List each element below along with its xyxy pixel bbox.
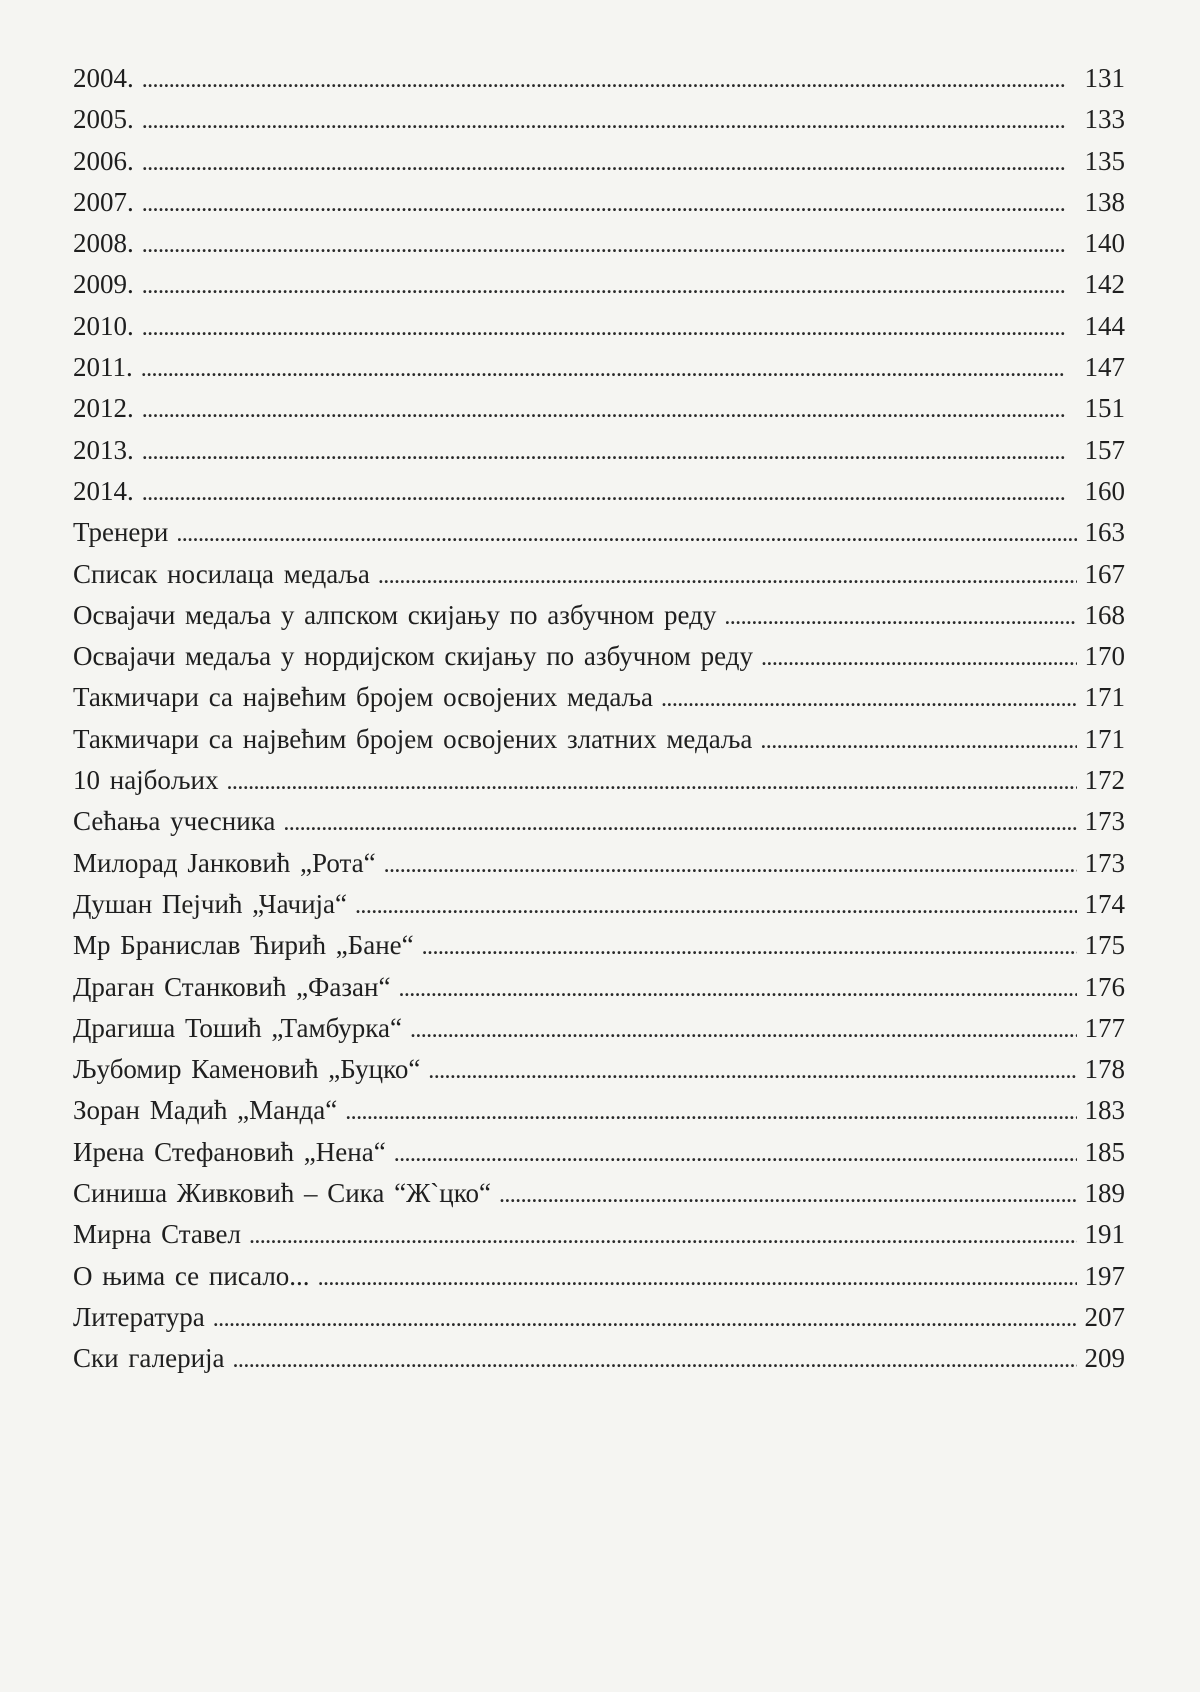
toc-entry-page-number: 171 [1084, 682, 1125, 713]
toc-entry-title: Освајачи медаља у алпском скијању по азбучном реду [73, 599, 717, 630]
toc-dot-leader [142, 473, 1077, 514]
toc-entry-page-number: 135 [1084, 145, 1125, 176]
toc-entry-title: 2013. [73, 434, 134, 465]
toc-dot-leader [394, 1134, 1077, 1175]
toc-entry [73, 182, 1125, 223]
toc-entry-page-number: 163 [1084, 517, 1125, 548]
toc-dot-leader [142, 390, 1077, 431]
toc-dot-leader [318, 1258, 1077, 1299]
toc-entry-title: Литература [73, 1301, 205, 1332]
toc-entry-page-number: 173 [1084, 847, 1125, 878]
toc-entry-page-number: 142 [1084, 269, 1125, 300]
toc-entry-title: 2012. [73, 393, 134, 424]
toc-entry [73, 843, 1125, 884]
toc-entry-title: Драган Станковић „Фазан“ [73, 971, 391, 1002]
toc-entry-title: Тренери [73, 517, 169, 548]
toc-entry-title: Милорад Јанковић „Рота“ [73, 847, 376, 878]
toc-entry-title: Зоран Мадић „Манда“ [73, 1095, 338, 1126]
toc-dot-leader [410, 1010, 1077, 1051]
toc-entry-title: Душан Пејчић „Чачија“ [73, 888, 348, 919]
toc-entry-page-number: 144 [1084, 310, 1125, 341]
toc-dot-leader [142, 266, 1077, 307]
toc-entry [73, 677, 1125, 718]
toc-dot-leader [761, 638, 1077, 679]
table-of-contents [73, 58, 1125, 1380]
toc-entry [73, 430, 1125, 471]
toc-entry-page-number: 147 [1084, 352, 1125, 383]
toc-entry-page-number: 171 [1084, 723, 1125, 754]
toc-dot-leader [142, 101, 1077, 142]
toc-entry [73, 1297, 1125, 1338]
toc-entry-title: 2010. [73, 310, 134, 341]
toc-entry-page-number: 197 [1084, 1260, 1125, 1291]
toc-dot-leader [227, 762, 1077, 803]
toc-entry-page-number: 185 [1084, 1136, 1125, 1167]
toc-entry [73, 223, 1125, 264]
toc-entry [73, 347, 1125, 388]
toc-entry [73, 388, 1125, 429]
toc-entry [73, 925, 1125, 966]
toc-dot-leader [398, 969, 1077, 1010]
toc-entry [73, 141, 1125, 182]
toc-dot-leader [142, 432, 1077, 473]
toc-entry [73, 1008, 1125, 1049]
toc-entry [73, 801, 1125, 842]
toc-entry-page-number: 160 [1084, 475, 1125, 506]
toc-entry-page-number: 173 [1084, 806, 1125, 837]
toc-entry-page-number: 209 [1084, 1343, 1125, 1374]
toc-entry-page-number: 167 [1084, 558, 1125, 589]
toc-dot-leader [760, 721, 1077, 762]
toc-entry-page-number: 131 [1084, 63, 1125, 93]
toc-entry-title: Сећања учесника [73, 806, 276, 837]
toc-entry-title: Такмичари са највећим бројем освојених златних медаља [73, 723, 753, 754]
toc-entry [73, 760, 1125, 801]
toc-entry-title: 2005. [73, 104, 134, 135]
toc-dot-leader [141, 349, 1077, 390]
toc-entry-page-number: 177 [1084, 1012, 1125, 1043]
toc-entry [73, 595, 1125, 636]
toc-dot-leader [142, 184, 1077, 225]
toc-entry-title: Списак носилаца медаља [73, 558, 370, 589]
toc-dot-leader [142, 143, 1077, 184]
toc-entry-page-number: 172 [1084, 765, 1125, 796]
toc-entry-title: 2006. [73, 145, 134, 176]
toc-dot-leader [142, 308, 1077, 349]
toc-entry-title: О њима се писало... [73, 1260, 310, 1291]
toc-dot-leader [142, 225, 1077, 266]
toc-dot-leader [499, 1175, 1077, 1216]
toc-entry-title: 10 најбољих [73, 765, 219, 796]
toc-dot-leader [142, 60, 1077, 101]
toc-entry [73, 636, 1125, 677]
toc-entry-title: Освајачи медаља у нордијском скијању по азбучном реду [73, 641, 754, 672]
toc-entry-title: Такмичари са највећим бројем освојених медаља [73, 682, 654, 713]
toc-dot-leader [428, 1051, 1077, 1092]
toc-entry-title: 2007. [73, 186, 134, 217]
toc-entry-title: Ирена Стефановић „Нена“ [73, 1136, 386, 1167]
toc-entry [73, 554, 1125, 595]
toc-entry-page-number: 176 [1084, 971, 1125, 1002]
toc-entry-title: 2014. [73, 475, 134, 506]
toc-dot-leader [176, 514, 1077, 555]
toc-entry-title: 2008. [73, 228, 134, 259]
toc-entry [73, 1173, 1125, 1214]
toc-entry [73, 512, 1125, 553]
toc-entry [73, 719, 1125, 760]
toc-entry-page-number: 175 [1084, 930, 1125, 961]
toc-dot-leader [249, 1216, 1077, 1257]
toc-entry [73, 306, 1125, 347]
toc-entry-page-number: 157 [1084, 434, 1125, 465]
toc-entry [73, 1132, 1125, 1173]
toc-dot-leader [724, 597, 1077, 638]
toc-dot-leader [355, 886, 1077, 927]
toc-entry-page-number: 207 [1084, 1301, 1125, 1332]
toc-entry-page-number: 170 [1084, 641, 1125, 672]
toc-dot-leader [283, 803, 1077, 844]
toc-entry-title: Мр Бранислав Ћирић „Бане“ [73, 930, 414, 961]
toc-entry [73, 967, 1125, 1008]
toc-entry [73, 1338, 1125, 1379]
toc-entry-title: 2011. [73, 352, 133, 383]
toc-entry [73, 884, 1125, 925]
toc-entry-page-number: 138 [1084, 186, 1125, 217]
toc-entry-page-number: 178 [1084, 1054, 1125, 1085]
toc-entry [73, 1090, 1125, 1131]
toc-entry-title: Мирна Ставел [73, 1219, 241, 1250]
toc-entry [73, 264, 1125, 305]
toc-entry-page-number: 174 [1084, 888, 1125, 919]
toc-entry-title: 2004. [73, 63, 134, 93]
toc-dot-leader [378, 556, 1077, 597]
toc-entry-title: Синиша Живковић – Сика “Ж`цко“ [73, 1178, 491, 1209]
toc-entry-page-number: 140 [1084, 228, 1125, 259]
toc-entry-title: Љубомир Каменовић „Буцко“ [73, 1054, 421, 1085]
toc-dot-leader [233, 1340, 1077, 1381]
toc-dot-leader [422, 927, 1077, 968]
toc-dot-leader [661, 679, 1077, 720]
toc-entry-page-number: 191 [1084, 1219, 1125, 1250]
toc-entry-title: 2009. [73, 269, 134, 300]
toc-entry [73, 1214, 1125, 1255]
toc-entry-page-number: 133 [1084, 104, 1125, 135]
toc-dot-leader [213, 1299, 1077, 1340]
toc-entry-page-number: 151 [1084, 393, 1125, 424]
toc-entry [73, 58, 1125, 99]
toc-entry [73, 1049, 1125, 1090]
toc-entry [73, 471, 1125, 512]
toc-entry-page-number: 183 [1084, 1095, 1125, 1126]
toc-entry [73, 1256, 1125, 1297]
toc-dot-leader [384, 845, 1077, 886]
toc-entry [73, 99, 1125, 140]
toc-entry-title: Драгиша Тошић „Тамбурка“ [73, 1012, 402, 1043]
toc-entry-page-number: 168 [1084, 599, 1125, 630]
toc-entry-title: Ски галерија [73, 1343, 225, 1374]
toc-entry-page-number: 189 [1084, 1178, 1125, 1209]
toc-dot-leader [345, 1092, 1077, 1133]
